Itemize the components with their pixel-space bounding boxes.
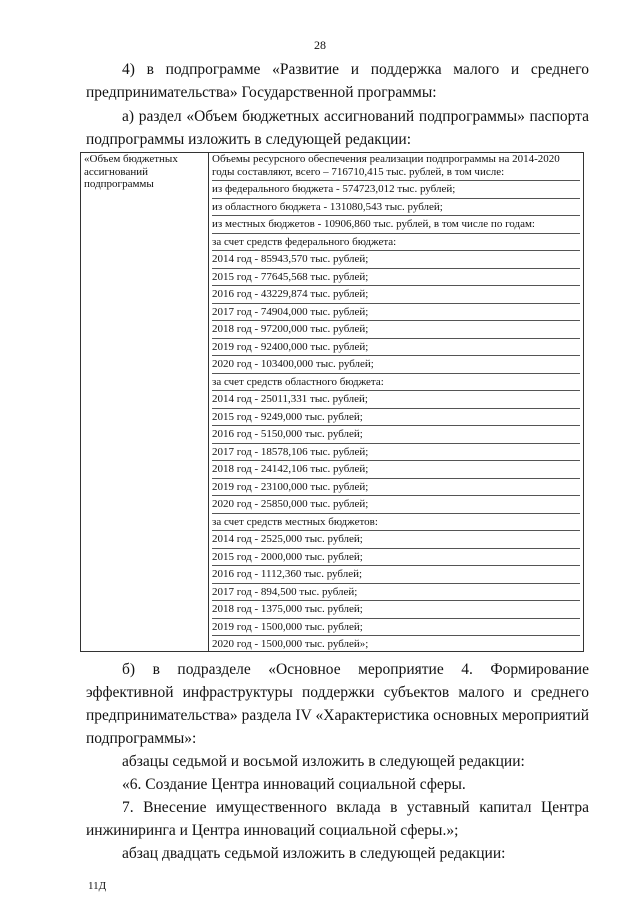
table-line: 2018 год - 97200,000 тыс. рублей; [212, 323, 580, 339]
table-line: 2014 год - 25011,331 тыс. рублей; [212, 393, 580, 409]
paragraph-section-b: б) в подразделе «Основное мероприятие 4. Формирование эффективной инфраструктуры поддержки субъектов малого и среднего предпринимательства» раздела IV «Характеристика основных мероприятий подпрограммы»: [86, 661, 589, 747]
table-line: 2015 год - 2000,000 тыс. рублей; [212, 551, 580, 567]
table-row [81, 153, 584, 652]
table-line: 2019 год - 92400,000 тыс. рублей; [212, 341, 580, 357]
paragraph-replace-7-8: абзацы седьмой и восьмой изложить в следующей редакции: [122, 753, 525, 770]
table-line: 2015 год - 77645,568 тыс. рублей; [212, 271, 580, 287]
footer-code: 11Д [88, 880, 107, 892]
table-line: за счет средств местных бюджетов: [212, 516, 580, 532]
table-line: 2020 год - 1500,000 тыс. рублей»; [212, 638, 369, 650]
paragraph-item-6: «6. Создание Центра инноваций социальной сферы. [122, 776, 466, 793]
table-line: за счет средств федерального бюджета: [212, 236, 580, 252]
paragraph-replace-27: абзац двадцать седьмой изложить в следующей редакции: [122, 845, 506, 862]
table-line: из местных бюджетов - 10906,860 тыс. рублей, в том числе по годам: [212, 218, 580, 234]
paragraph-section-a: а) раздел «Объем бюджетных ассигнований подпрограммы» паспорта подпрограммы изложить в следующей редакции: [86, 108, 589, 148]
table-line: 2017 год - 18578,106 тыс. рублей; [212, 446, 580, 462]
table-line: из федерального бюджета - 574723,012 тыс. рублей; [212, 183, 580, 199]
budget-allocation-table [80, 152, 584, 652]
table-cell-title: «Объем бюджетных ассигнований подпрограммы [81, 153, 209, 652]
table-line: 2017 год - 894,500 тыс. рублей; [212, 586, 580, 602]
table-line: 2014 год - 85943,570 тыс. рублей; [212, 253, 580, 269]
table-line: 2019 год - 23100,000 тыс. рублей; [212, 481, 580, 497]
table-line: Объемы ресурсного обеспечения реализации подпрограммы на 2014-2020 годы составляют, всего – 716710,415 тыс. рублей, в том числе: [212, 153, 580, 181]
table-line: 2019 год - 1500,000 тыс. рублей; [212, 621, 580, 637]
table-line: за счет средств областного бюджета: [212, 376, 580, 392]
table-line: 2018 год - 1375,000 тыс. рублей; [212, 603, 580, 619]
table-line: 2016 год - 1112,360 тыс. рублей; [212, 568, 580, 584]
table-line: 2017 год - 74904,000 тыс. рублей; [212, 306, 580, 322]
table-line: 2014 год - 2525,000 тыс. рублей; [212, 533, 580, 549]
table-line: 2020 год - 103400,000 тыс. рублей; [212, 358, 580, 374]
table-line: 2016 год - 43229,874 тыс. рублей; [212, 288, 580, 304]
table-line: из областного бюджета - 131080,543 тыс. рублей; [212, 201, 580, 217]
table-line: 2020 год - 25850,000 тыс. рублей; [212, 498, 580, 514]
table-line: 2016 год - 5150,000 тыс. рублей; [212, 428, 580, 444]
paragraph-item-7: 7. Внесение имущественного вклада в уставный капитал Центра инжиниринга и Центра инноваций социальной сферы.»; [86, 799, 589, 839]
paragraph-subprogram-intro: 4) в подпрограмме «Развитие и поддержка малого и среднего предпринимательства» Государственной программы: [86, 61, 589, 101]
page-number: 28 [314, 38, 326, 52]
table-line: 2018 год - 24142,106 тыс. рублей; [212, 463, 580, 479]
table-cell-content [209, 153, 584, 652]
table-line: 2015 год - 9249,000 тыс. рублей; [212, 411, 580, 427]
